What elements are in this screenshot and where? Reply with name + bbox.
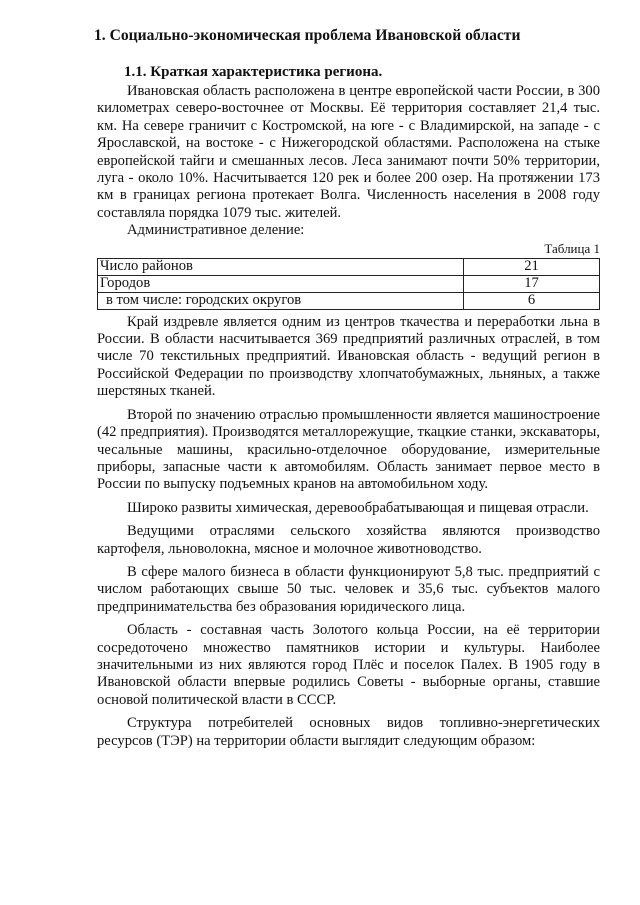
table-cell-label: Городов (98, 275, 464, 292)
paragraph-textile: Край издревле является одним из центров ткачества и переработки льна в России. В области насчитывается 369 предприятий различных отраслей, в том числе 70 текстильных предприятий. Ивановская область - ведущий регион в Российской Федерации по производству хлопчатобумажных, льняных, а также шерстяных тканей. (97, 313, 600, 400)
table-caption: Таблица 1 (544, 240, 600, 256)
table-row (98, 292, 600, 309)
paragraph-machinery: Второй по значению отраслью промышленности является машиностроение (42 предприятия). Производятся металлорежущие, ткацкие станки, экскаваторы, чесальные машины, красильно-отделочное оборудование, измерительные приборы, запасные части к автомобилям. Область занимает первое место в России по выпуску подъемных кранов на автомобильном ходу. (97, 406, 600, 493)
table-cell-value: 21 (464, 258, 600, 275)
table-row (98, 258, 600, 275)
table-cell-value: 17 (464, 275, 600, 292)
table-row (98, 275, 600, 292)
paragraph-region-overview: Ивановская область расположена в центре европейской части России, в 300 километрах северо-восточнее от Москвы. Её территория составляет 21,4 тыс. км. На севере граничит с Костромской, на юге - с Владимирской, на западе - с Ярославской, на востоке - с Нижегородской областями. Расположена на стыке европейской тайги и смешанных лесов. Леса занимают почти 50% территории, луга - около 10%. Насчитывается 120 рек и более 200 озер. На протяжении 173 км в границах региона протекает Волга. Численность населения в 2008 году составляла порядка 1079 тыс. жителей. (97, 83, 600, 221)
table-cell-label: Число районов (98, 258, 464, 275)
paragraph-industries: Широко развиты химическая, деревообрабатывающая и пищевая отрасли. (127, 499, 589, 516)
admin-division-table (97, 258, 600, 310)
section-title: 1. Социально-экономическая проблема Ивановской области (94, 27, 521, 44)
table-cell-value: 6 (464, 292, 600, 309)
paragraph-admin-division-label: Административное деление: (127, 222, 305, 239)
paragraph-small-business: В сфере малого бизнеса в области функционируют 5,8 тыс. предприятий с числом работающих свыше 50 тыс. человек и 35,6 тыс. субъектов малого предпринимательства без образования юридического лица. (97, 563, 600, 615)
paragraph-golden-ring: Область - составная часть Золотого кольца России, на её территории сосредоточено множество памятников истории и культуры. Наиболее значительными из них являются город Плёс и поселок Палех. В 1905 году в Ивановской области впервые родились Советы - выборные органы, ставшие основой политической власти в СССР. (97, 622, 600, 708)
paragraph-energy-structure: Структура потребителей основных видов топливно-энергетических ресурсов (ТЭР) на территории области выглядит следующим образом: (97, 715, 600, 749)
table-cell-label: в том числе: городских округов (98, 292, 464, 309)
subsection-title: 1.1. Краткая характеристика региона. (124, 64, 383, 80)
paragraph-agriculture: Ведущими отраслями сельского хозяйства являются производство картофеля, льноволокна, мясное и молочное животноводство. (97, 523, 600, 557)
